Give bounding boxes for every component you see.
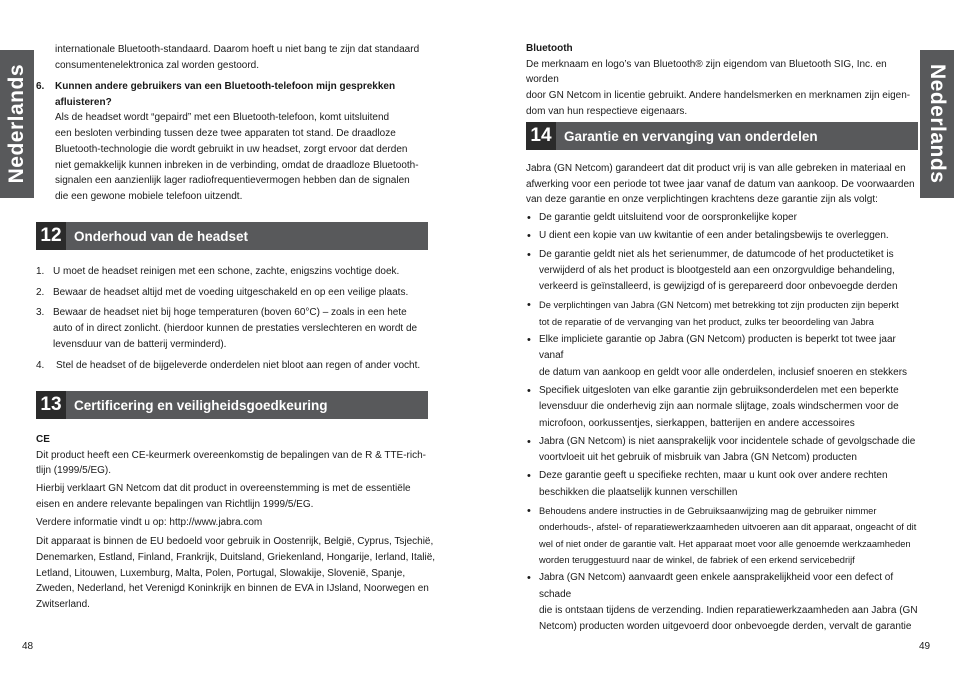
warranty-bullets: [527, 210, 922, 635]
section-number: 13: [36, 391, 66, 419]
bullet-item: [527, 228, 922, 244]
bullet-text-line: • Jabra (GN Netcom) aanvaardt geen enkele aansprakelijkheid voor een defect of schade: [539, 572, 894, 600]
section-14-heading: [526, 122, 918, 150]
bullet-item: [527, 297, 922, 330]
bullet-text-line: levensduur die onderhevig zijn aan normale slijtage, zoals windschermen voor de: [539, 401, 899, 413]
text-line: De merknaam en logo’s van Bluetooth® zijn eigendom van Bluetooth SIG, Inc. en worden: [526, 58, 887, 86]
text-line: consumentenelektronica zal worden gestoord.: [55, 59, 260, 71]
bullet-item: [527, 383, 922, 432]
text-line: Jabra (GN Netcom) garandeert dat dit product vrij is van alle gebreken in materiaal en: [526, 163, 906, 174]
side-tab-left: [0, 50, 34, 198]
section-13-heading: [36, 391, 428, 419]
bullet-text-line: • Jabra (GN Netcom) is niet aansprakelijk voor incidentele schade of gevolgschade die: [539, 435, 916, 447]
list-item: [36, 305, 436, 352]
faq-question: afluisteren?: [55, 96, 112, 108]
paragraph-line: Hierbij verklaart GN Netcom dat dit product in overeenstemming is met de essentiële: [36, 483, 411, 495]
bullet-text-line: • De garantie geldt niet als het serienummer, de datumcode of het productetiket is: [539, 248, 894, 260]
bullet-item: [527, 332, 922, 381]
bullet-item: [527, 210, 922, 226]
bullet-text-line: • Behoudens andere instructies in de Gebruiksaanwijzing mag de gebruiker nimmer: [539, 506, 877, 517]
bullet-text-line: de datum van aankoop en geldt voor alle onderdelen, inclusief snoeren en stekkers: [539, 366, 908, 378]
paragraph-line: Denemarken, Estland, Finland, Frankrijk, Duitsland, Griekenland, Hongarije, Ierland, Italië,: [36, 551, 436, 563]
text-line: internationale Bluetooth-standaard. Daarom hoeft u niet bang te zijn dat standaard: [55, 44, 420, 55]
item-number: 2.: [36, 286, 45, 298]
list-item: [36, 264, 436, 280]
section-title: Garantie en vervanging van onderdelen: [564, 128, 818, 144]
item-text: U moet de headset reinigen met een schone, zachte, enigszins vochtige doek.: [53, 266, 400, 277]
bullet-text-line: • U dient een kopie van uw kwitantie of een ander betalingsbewijs te overleggen.: [539, 230, 889, 242]
certification-text: [36, 432, 436, 613]
bullet-text-line: • Specifiek uitgesloten van elke garantie zijn gebruiksonderdelen met een beperkte: [539, 384, 899, 396]
paragraph-line: Dit apparaat is binnen de EU bedoeld voor gebruik in Oostenrijk, België, Cyprus, Tsjechië,: [36, 536, 434, 548]
faq-answer-line: niet gemakkelijk kunnen inbreken in de verbinding, omdat de draadloze Bluetooth-: [55, 159, 419, 171]
bullet-text-line: • De garantie geldt uitsluitend voor de oorspronkelijke koper: [539, 212, 797, 223]
bullet-text-line: verwijderd of als het product is blootgesteld aan een onzorgvuldige behandeling,: [539, 264, 895, 276]
section-title: Certificering en veiligheidsgoedkeuring: [74, 397, 328, 413]
bullet-text-line: voortvloeit uit het gebruik of misbruik van Jabra (GN Netcom) producten: [539, 452, 857, 464]
page-number-left: 48: [22, 641, 34, 652]
bullet-item: [527, 503, 922, 568]
item-number: 1.: [36, 266, 45, 277]
bullet-text-line: die is ontstaan tijdens de verzending. Indien reparatiewerkzaamheden aan Jabra (GN: [539, 604, 918, 616]
list-item: [36, 358, 436, 374]
bullet-text-line: Netcom) producten worden uitgevoerd door onbevoegde derden, vervalt de garantie: [539, 621, 912, 633]
faq-answer-line: die een gewone mobiele telefoon uitzendt.: [55, 190, 243, 202]
side-tab-right: [920, 50, 954, 198]
list-item: [36, 285, 436, 301]
bullet-item: [527, 570, 922, 635]
faq-answer-line: Als de headset wordt “gepaird” met een Bluetooth-telefoon, komt uitsluitend: [55, 112, 390, 124]
section-number: 14: [526, 122, 556, 150]
item-text: Bewaar de headset altijd met de voeding uitgeschakeld en op een veilige plaats.: [53, 286, 409, 298]
bullet-text-line: wel of niet onder de garantie valt. Het apparaat moet voor alle genoemde werkzaamheden: [539, 538, 911, 549]
paragraph-line: Zwitserland.: [36, 599, 90, 611]
paragraph-line: Verdere informatie vindt u op: http://www.jabra.com: [36, 516, 263, 528]
item-number: 3.: [36, 307, 45, 319]
bullet-text-line: • Elke impliciete garantie op Jabra (GN Netcom) producten is beperkt tot twee jaar vanaf: [539, 334, 896, 362]
warranty-intro: [526, 161, 921, 208]
faq-question: Kunnen andere gebruikers van een Bluetooth-telefoon mijn gesprekken: [55, 81, 396, 92]
item-text: Bewaar de headset niet bij hoge temperaturen (boven 60°C) – zoals in een hete: [53, 307, 407, 319]
item-text: auto of in direct zonlicht. (hierdoor kunnen de prestaties verslechteren en wordt de: [53, 323, 418, 335]
paragraph-line: eisen en andere relevante bepalingen van Richtlijn 1999/5/EG.: [36, 498, 314, 510]
maintenance-list: [36, 264, 436, 373]
paragraph-line: Letland, Litouwen, Luxemburg, Malta, Polen, Portugal, Slowakije, Slovenië, Spanje,: [36, 567, 406, 579]
text-line: door GN Netcom in licentie gebruikt. Andere handelsmerken en merknamen zijn eigen-: [526, 90, 911, 102]
bullet-text-line: onderhouds-, afstel- of reparatiewerkzaamheden uitvoeren aan dit apparaat, ongeacht of dit: [539, 522, 917, 533]
item-text: Stel de headset of de bijgeleverde onderdelen niet bloot aan regen of ander vocht.: [56, 359, 421, 371]
bullet-item: [527, 434, 922, 467]
section-number: 12: [36, 222, 66, 250]
faq-answer-line: Bluetooth-technologie die wordt gebruikt in uw headset, zorgt ervoor dat derden: [55, 143, 408, 155]
section-12-heading: [36, 222, 428, 250]
side-tab-label: Nederlands: [926, 64, 949, 184]
section-title: Onderhoud van de headset: [74, 228, 249, 244]
bullet-item: [527, 247, 922, 296]
item-number: 4.: [36, 359, 45, 371]
bullet-text-line: microfoon, oorkussentjes, sierkappen, batterijen en andere accessoires: [539, 417, 855, 429]
bullet-text-line: • Deze garantie geeft u specifieke rechten, maar u kunt ook over andere rechten: [539, 470, 888, 482]
faq-6: [36, 79, 436, 205]
item-text: levensduur van de batterij verminderd).: [53, 338, 227, 350]
bluetooth-heading: Bluetooth: [526, 43, 573, 54]
bullet-text-line: verkeerd is geïnstalleerd, is gewijzigd of is gerepareerd door onbevoegde derden: [539, 281, 898, 293]
faq-answer-line: signalen een aanzienlijk lager radiofrequentievermogen hebben dan de signalen: [55, 175, 410, 187]
bullet-text-line: • De verplichtingen van Jabra (GN Netcom) met betrekking tot zijn producten zijn beperkt: [539, 300, 899, 311]
intro-text: [55, 42, 435, 73]
ce-heading: CE: [36, 434, 50, 445]
text-line: van deze garantie en onze verplichtingen krachtens deze garantie zijn als volgt:: [526, 194, 878, 206]
bullet-text-line: tot de reparatie of de vervanging van het product, zulks ter beoordeling van Jabra: [539, 316, 874, 327]
paragraph-line: Zweden, Nederland, het Verenigd Koninkrijk en binnen de EVA in IJsland, Noorwegen en: [36, 583, 429, 595]
paragraph-line: tlijn (1999/5/EG).: [36, 465, 112, 477]
bullet-text-line: worden teruggestuurd naar de winkel, de fabriek of een erkend servicebedrijf: [539, 554, 855, 565]
text-line: dom van hun respectieve eigenaars.: [526, 105, 688, 117]
bluetooth-notice: [526, 41, 921, 120]
faq-number: 6.: [36, 81, 45, 92]
text-line: afwerking voor een periode tot twee jaar vanaf de datum van aankoop. De voorwaarden: [526, 178, 915, 190]
page-number-right: 49: [919, 641, 931, 652]
bullet-item: [527, 468, 922, 501]
faq-answer-line: een besloten verbinding tussen deze twee apparaten tot stand. De draadloze: [55, 128, 396, 140]
bullet-text-line: beschikken die plaatselijk kunnen verschillen: [539, 486, 738, 498]
paragraph-line: Dit product heeft een CE-keurmerk overeenkomstig de bepalingen van de R & TTE-rich-: [36, 449, 427, 461]
side-tab-label: Nederlands: [5, 64, 28, 184]
